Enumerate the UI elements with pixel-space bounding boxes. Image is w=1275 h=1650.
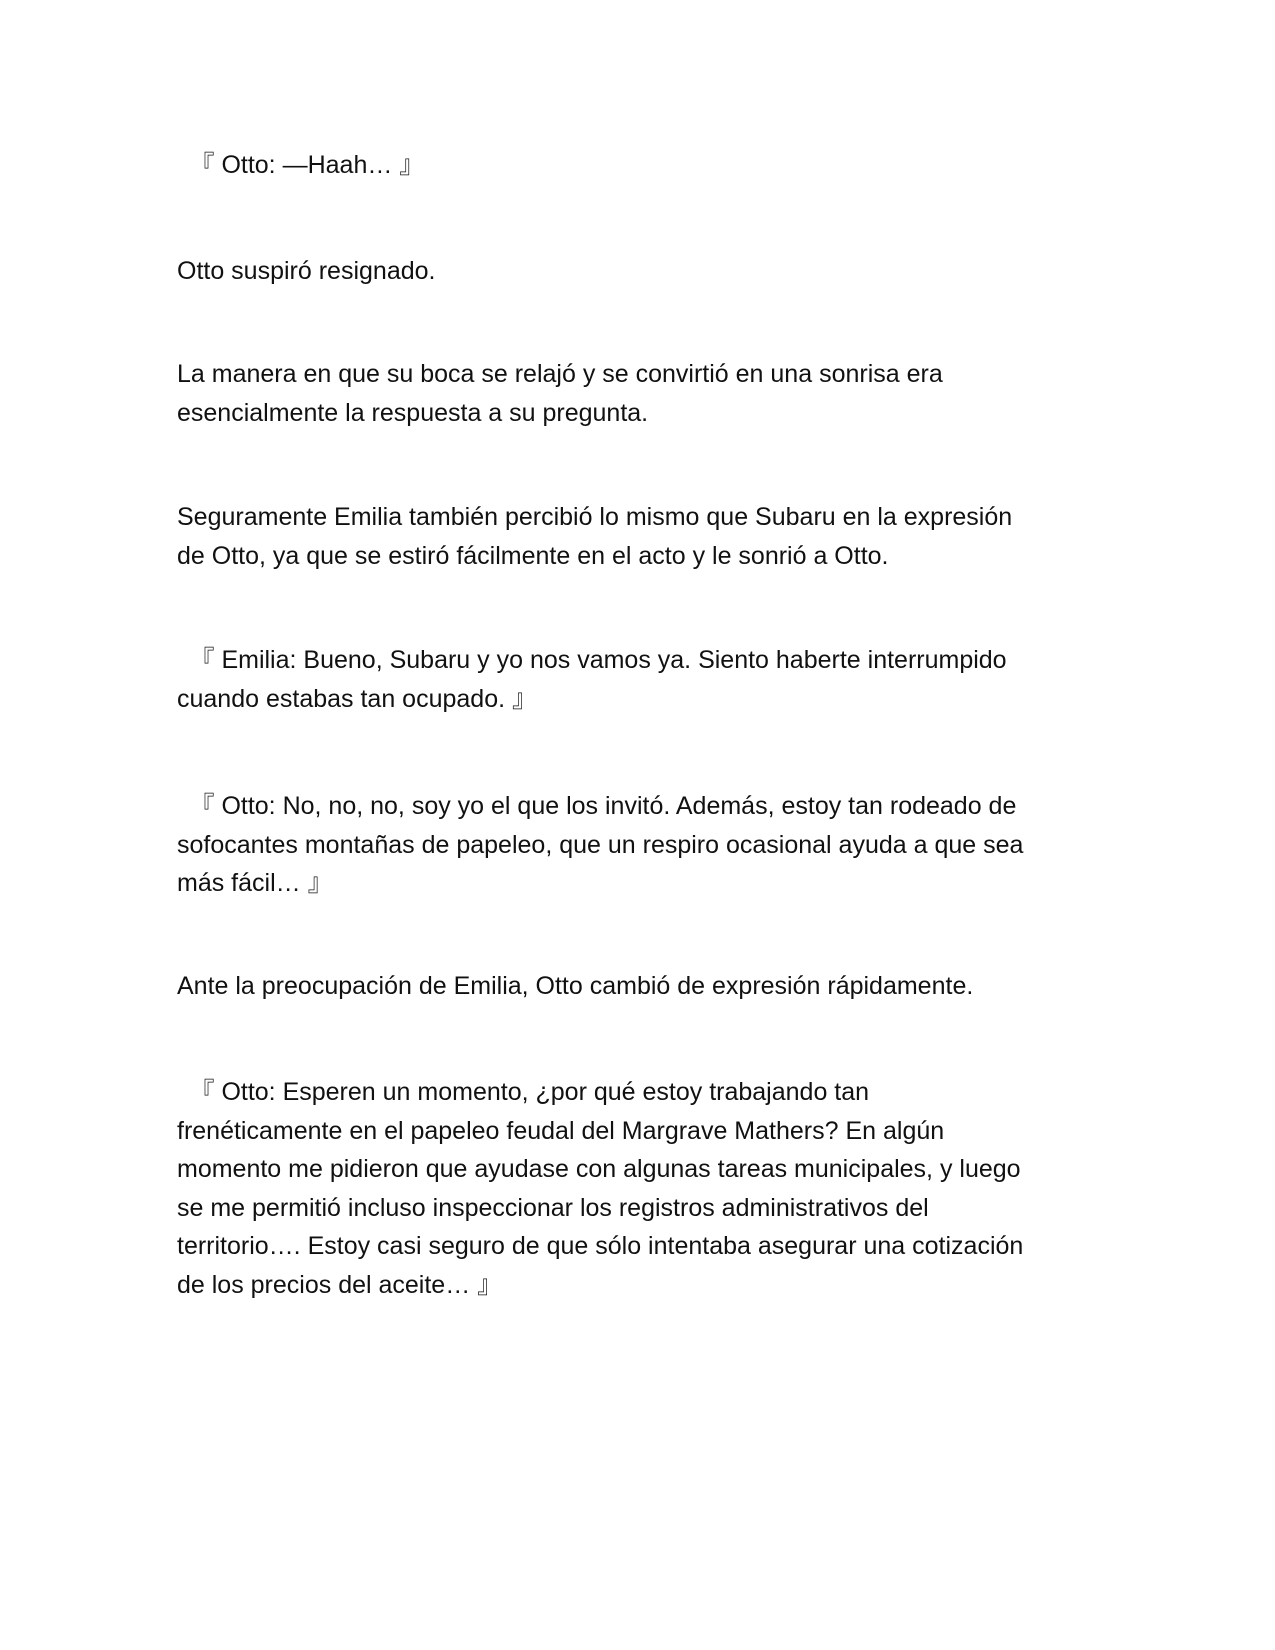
paragraph-emilia-perceived: Seguramente Emilia también percibió lo mismo que Subaru en la expresión de Otto, ya que se estiró fácilmente en el acto y le sonrió a Otto. xyxy=(177,503,1013,570)
paragraph-dialogue-otto-haah: 『 Otto: —Haah… 』 xyxy=(177,151,425,179)
paragraph-dialogue-emilia: 『 Emilia: Bueno, Subaru y yo nos vamos ya. Siento haberte interrumpido cuando estabas tan ocupado. 』 xyxy=(177,646,1007,713)
paragraph-dialogue-otto-wait: 『 Otto: Esperen un momento, ¿por qué estoy trabajando tan frenéticamente en el papeleo feudal del Margrave Mathers? En algún momento me pidieron que ayudase con algunas tareas municipales, y luego se me permitió incluso inspeccionar los registros administrativos del territorio…. Estoy casi seguro de que sólo intentaba asegurar una cotización de los precios del aceite… 』 xyxy=(177,1078,1024,1299)
paragraph-otto-sighed: Otto suspiró resignado. xyxy=(177,257,436,285)
paragraph-dialogue-otto-no: 『 Otto: No, no, no, soy yo el que los invitó. Además, estoy tan rodeado de sofocantes montañas de papeleo, que un respiro ocasional ayuda a que sea más fácil… 』 xyxy=(177,792,1024,897)
paragraph-expression-change: Ante la preocupación de Emilia, Otto cambió de expresión rápidamente. xyxy=(177,972,974,1000)
paragraph-smile-answer: La manera en que su boca se relajó y se convirtió en una sonrisa era esencialmente la respuesta a su pregunta. xyxy=(177,360,943,427)
